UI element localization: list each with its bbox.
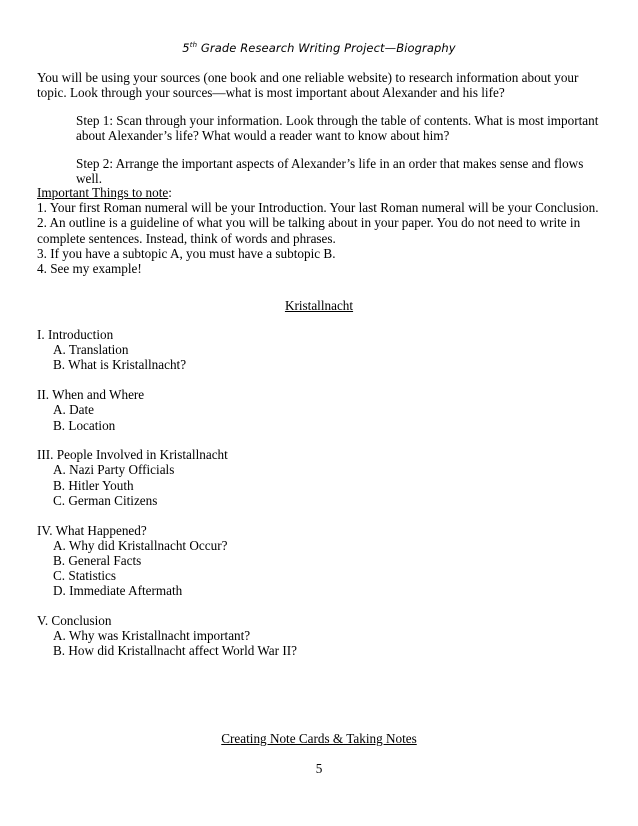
outline-heading: IV. What Happened? — [37, 522, 147, 538]
outline-section — [37, 613, 437, 659]
outline-subtopic: A. Why did Kristallnacht Occur? — [53, 537, 228, 553]
note-item-1: 1. Your first Roman numeral will be your Introduction. Your last Roman numeral will be your Conclusion. — [37, 200, 599, 216]
outline-subtopic: A. Nazi Party Officials — [53, 462, 175, 478]
page-header — [0, 38, 638, 56]
header-title: Grade Research Writing Project—Biography — [200, 40, 456, 55]
note-item-2: 2. An outline is a guideline of what you will be talking about in your paper. You do not need to write in complete sentences. Instead, think of words and phrases. — [37, 215, 581, 246]
outline-subtopic: B. General Facts — [53, 552, 142, 568]
footer-heading: Creating Note Cards & Taking Notes — [221, 731, 417, 746]
outline-heading: II. When and Where — [37, 387, 145, 403]
outline-subtopic: B. Hitler Youth — [53, 477, 134, 493]
note-item-4: 4. See my example! — [37, 261, 142, 277]
outline-heading: III. People Involved in Kristallnacht — [37, 447, 228, 463]
notes-heading: Important Things to note — [37, 185, 169, 200]
outline-subtopic: D. Immediate Aftermath — [53, 583, 183, 599]
outline-subtopic: B. Location — [53, 417, 116, 433]
outline-heading: V. Conclusion — [37, 613, 112, 629]
example-title: Kristallnacht — [284, 298, 354, 313]
outline-subtopic: C. Statistics — [53, 568, 117, 584]
notes-heading-line — [37, 185, 605, 200]
notes-block — [37, 185, 605, 276]
notes-heading-colon: : — [168, 185, 172, 200]
outline-heading: I. Introduction — [37, 327, 114, 342]
outline-subtopic: A. Why was Kristallnacht important? — [53, 628, 251, 644]
note-item-3: 3. If you have a subtopic A, you must have a subtopic B. — [37, 245, 336, 261]
outline-subtopic: C. German Citizens — [53, 492, 158, 508]
outline-section — [37, 387, 437, 433]
outline-subtopic: A. Date — [53, 402, 95, 418]
intro-paragraph: You will be using your sources (one book and one reliable website) to research information about your topic. Look through your sources—what is most important about Alexander and his life? — [37, 70, 579, 101]
outline-subtopic: B. How did Kristallnacht affect World War II? — [53, 643, 297, 659]
header-grade-suffix: th — [189, 41, 198, 49]
example-outline — [37, 327, 437, 673]
outline-subtopic: B. What is Kristallnacht? — [53, 357, 187, 373]
outline-section — [37, 327, 437, 373]
outline-section — [37, 447, 437, 508]
outline-section — [37, 523, 437, 599]
outline-subtopic: A. Translation — [53, 342, 129, 358]
step-2: Step 2: Arrange the important aspects of Alexander’s life in an order that makes sense and flows well. — [76, 156, 584, 187]
header-grade: 5 — [182, 40, 190, 55]
step-1: Step 1: Scan through your information. Look through the table of contents. What is most important about Alexander’s life? What would a reader want to know about him? — [76, 113, 599, 144]
page-number: 5 — [315, 761, 323, 776]
